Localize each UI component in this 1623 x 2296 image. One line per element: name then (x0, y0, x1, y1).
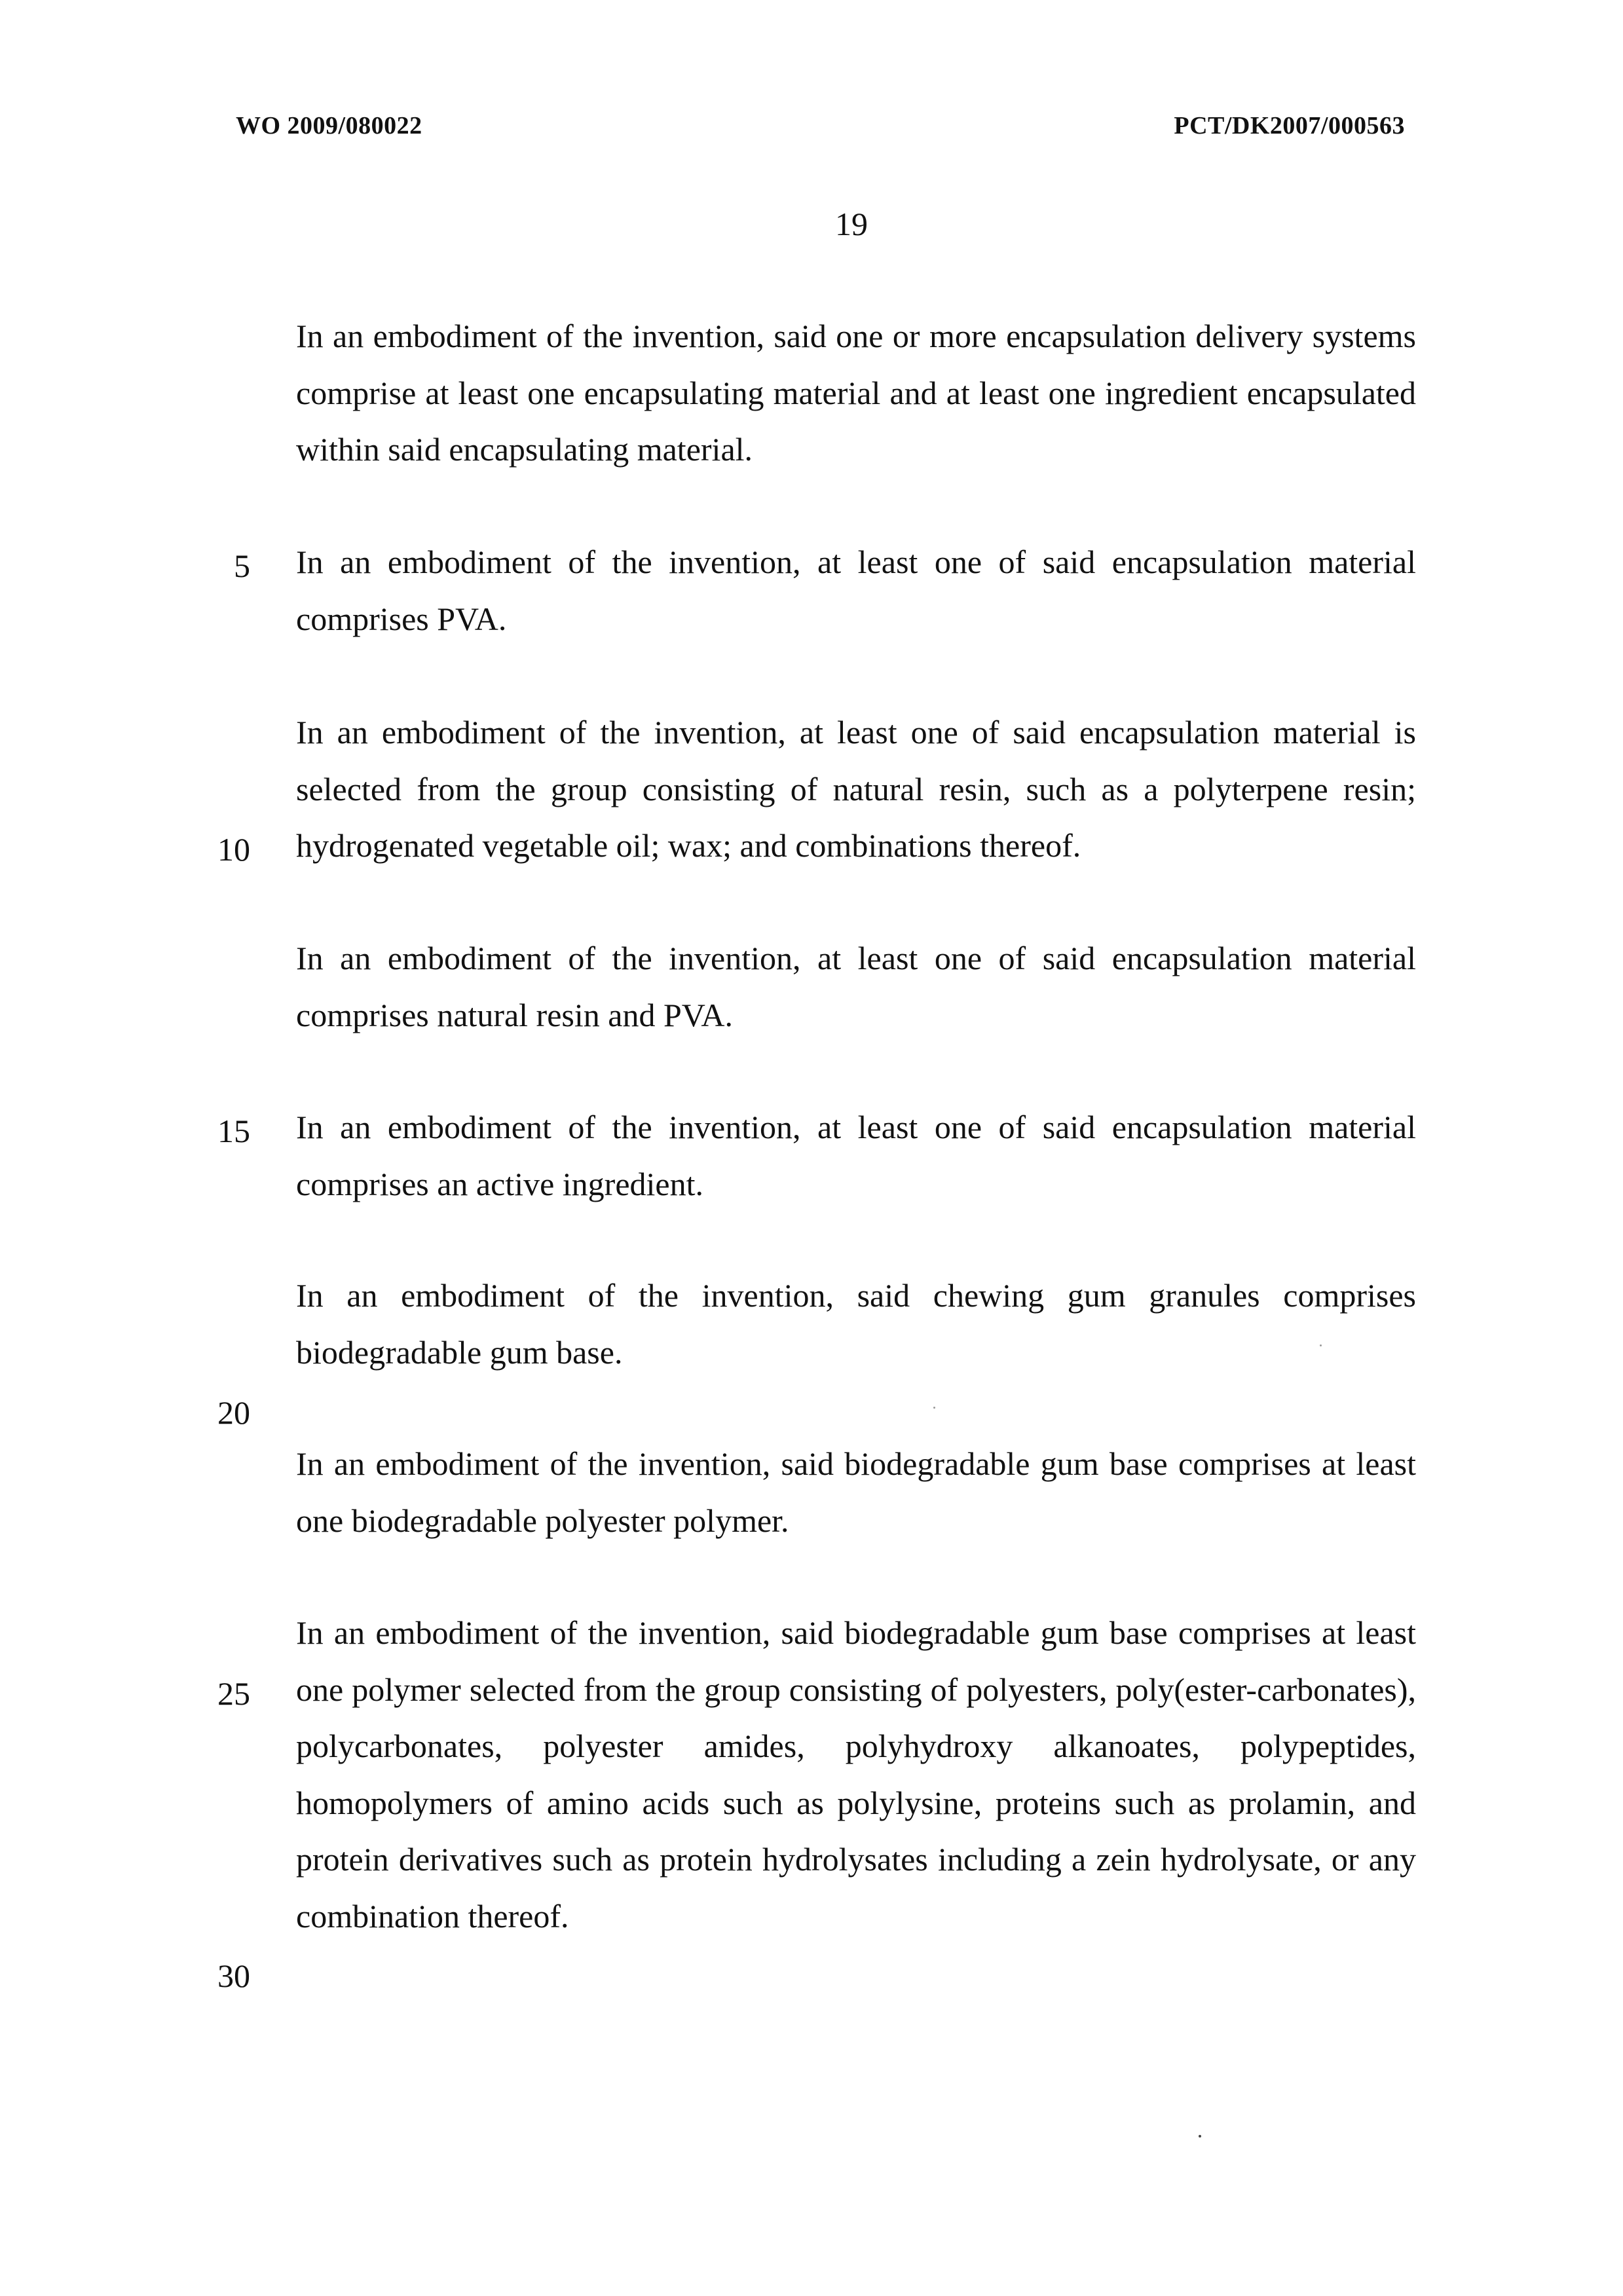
text-line: hydrogenated vegetable oil; wax; and combinations thereof. (296, 827, 1081, 864)
text-line: In an embodiment of the invention, at least one of said encapsulation material (296, 1109, 1416, 1145)
margin-line-number: 10 (217, 831, 250, 868)
text-line: combination thereof. (296, 1897, 569, 1935)
text-line: In an embodiment of the invention, said one or more encapsulation delivery systems (296, 318, 1416, 354)
text-line: In an embodiment of the invention, at least one of said encapsulation material is (296, 714, 1416, 750)
paragraph (296, 930, 1416, 1043)
text-line: homopolymers of amino acids such as polylysine, proteins such as prolamin, and (296, 1784, 1416, 1821)
text-line: one biodegradable polyester polymer. (296, 1502, 789, 1539)
text-line: comprise at least one encapsulating material and at least one ingredient encapsulated (296, 374, 1416, 411)
text-line: In an embodiment of the invention, at least one of said encapsulation material (296, 544, 1416, 580)
paragraph (296, 704, 1416, 874)
text-line: polycarbonates, polyester amides, polyhydroxy alkanoates, polypeptides, (296, 1728, 1416, 1764)
text-line: selected from the group consisting of natural resin, such as a polyterpene resin; (296, 770, 1416, 807)
scan-speck (933, 1407, 935, 1409)
scan-speck (1199, 2135, 1201, 2138)
publication-number: WO 2009/080022 (236, 112, 422, 139)
margin-line-number: 15 (217, 1113, 250, 1149)
application-number: PCT/DK2007/000563 (1174, 112, 1405, 139)
paragraph (296, 1604, 1416, 1944)
paragraph (296, 534, 1416, 647)
text-line: In an embodiment of the invention, said biodegradable gum base comprises at least (296, 1614, 1416, 1651)
margin-line-number: 20 (217, 1394, 250, 1431)
paragraph (296, 1099, 1416, 1212)
text-line: protein derivatives such as protein hydrolysates including a zein hydrolysate, or any (296, 1841, 1416, 1878)
text-line: biodegradable gum base. (296, 1333, 623, 1371)
text-line: comprises natural resin and PVA. (296, 996, 734, 1033)
margin-line-number: 25 (217, 1675, 250, 1712)
text-line: In an embodiment of the invention, said biodegradable gum base comprises at least (296, 1445, 1416, 1482)
text-line: comprises an active ingredient. (296, 1165, 703, 1202)
text-line: comprises PVA. (296, 600, 507, 637)
margin-line-number: 5 (234, 547, 250, 584)
margin-line-number: 30 (217, 1957, 250, 1994)
text-line: In an embodiment of the invention, at least one of said encapsulation material (296, 940, 1416, 976)
text-line: within said encapsulating material. (296, 431, 753, 468)
scan-speck (1320, 1344, 1322, 1346)
page-number: 19 (835, 206, 868, 242)
paragraph (296, 1267, 1416, 1380)
paragraph (296, 308, 1416, 478)
text-line: one polymer selected from the group consisting of polyesters, poly(ester-carbonates), (296, 1671, 1416, 1708)
paragraph (296, 1435, 1416, 1549)
text-line: In an embodiment of the invention, said chewing gum granules comprises (296, 1277, 1416, 1314)
